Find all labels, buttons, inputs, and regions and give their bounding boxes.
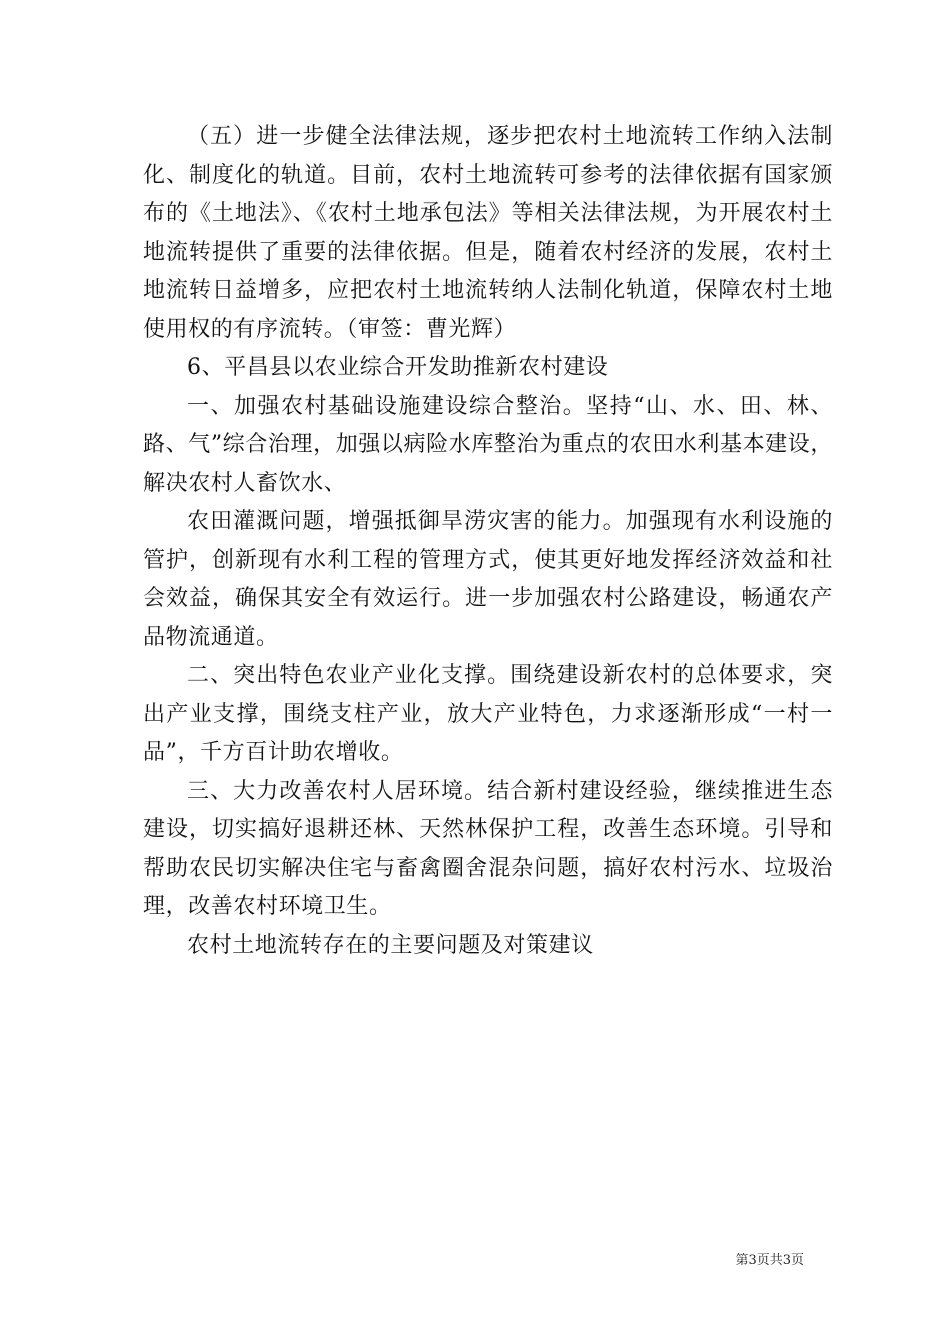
paragraph-living-environment: 三、大力改善农村人居环境。结合新村建设经验，继续推进生态建设，切实搞好退耕还林、天然林保护工程，改善生态环境。引导和帮助农民切实解决住宅与畜禽圈舍混杂问题，搞好农村污水、垃圾治理，改善农村环境卫生。 xyxy=(143,778,833,919)
document-body xyxy=(143,118,833,965)
section-heading-land-transfer: 农村土地流转存在的主要问题及对策建议 xyxy=(187,932,594,958)
paragraph-irrigation: 农田灌溉问题，增强抵御旱涝灾害的能力。加强现有水利设施的管护，创新现有水利工程的管理方式，使其更好地发挥经济效益和社会效益，确保其安全有效运行。进一步加强农村公路建设，畅通农产品物流通道。 xyxy=(143,509,833,650)
paragraph-industry-support: 二、突出特色农业产业化支撑。围绕建设新农村的总体要求，突出产业支撑，围绕支柱产业，放大产业特色，力求逐渐形成“一村一品”，千方百计助农增收。 xyxy=(143,663,833,765)
page-number-footer: 第3页共3页 xyxy=(735,1253,804,1268)
paragraph-legal-framework: （五）进一步健全法律法规，逐步把农村土地流转工作纳入法制化、制度化的轨道。目前，农村土地流转可参考的法律依据有国家颁布的《土地法》、《农村土地承包法》等相关法律法规，为开展农村土地流转提供了重要的法律依据。但是，随着农村经济的发展，农村土地流转日益增多，应把农村土地流转纳人法制化轨道，保障农村土地使用权的有序流转。（审签：曹光辉） xyxy=(143,124,833,342)
section-heading-pingchang: 6、平昌县以农业综合开发助推新农村建设 xyxy=(187,355,609,380)
paragraph-infrastructure: 一、加强农村基础设施建设综合整治。坚持“山、水、田、林、路、气”综合治理，加强以病险水库整治为重点的农田水利基本建设，解决农村人畜饮水、 xyxy=(143,393,833,496)
